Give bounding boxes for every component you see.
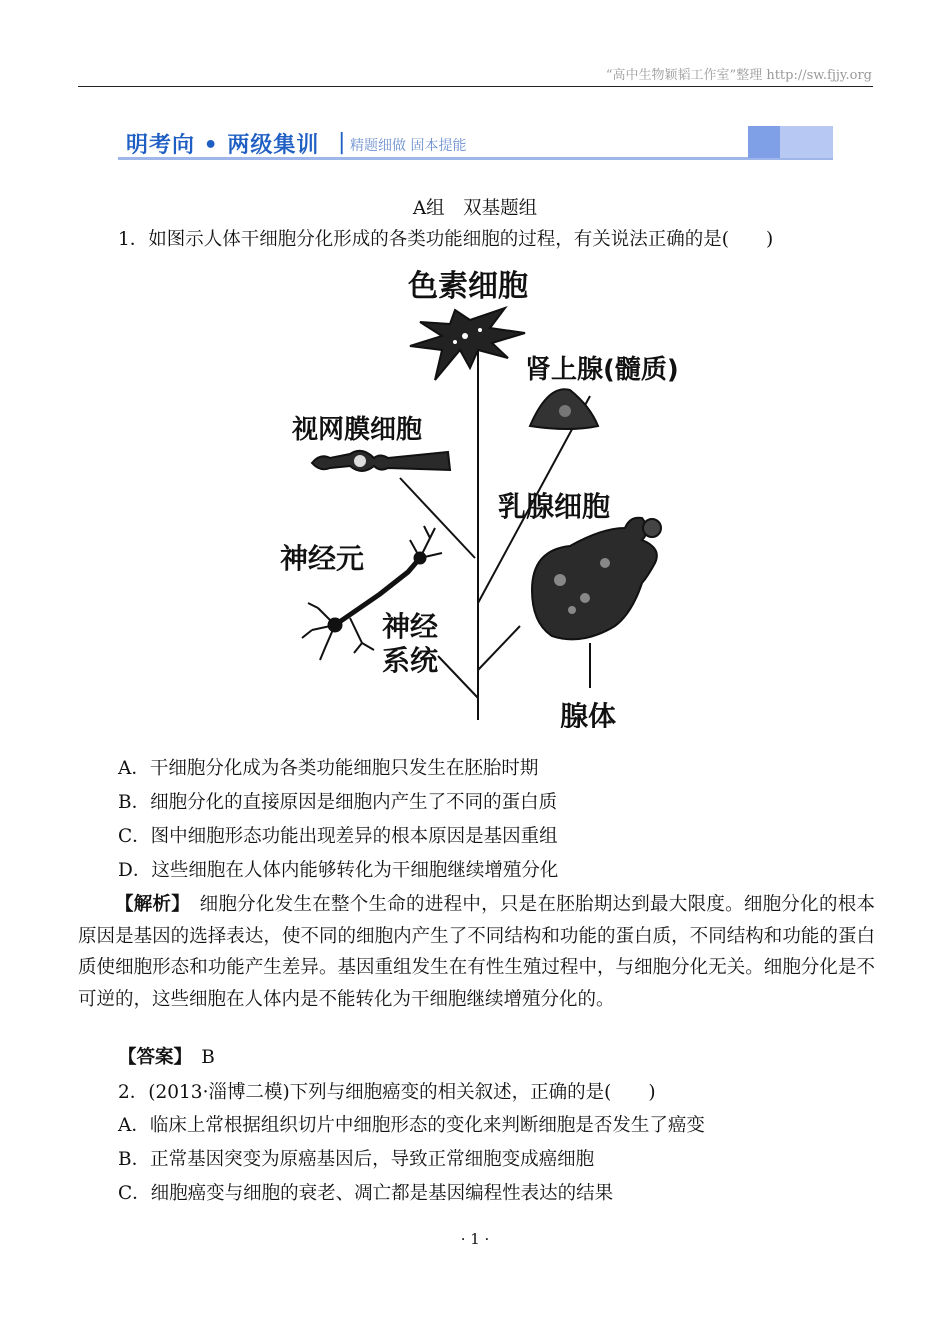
cell-differentiation-figure — [270, 258, 720, 728]
branch-nervous — [438, 656, 478, 698]
q2-option-a: A．临床上常根据组织切片中细胞形态的变化来判断细胞是否发生了癌变 — [118, 1115, 705, 1136]
q1-option-d: D．这些细胞在人体内能够转化为干细胞继续增殖分化 — [118, 860, 559, 881]
adrenal-cell-icon — [530, 389, 598, 429]
analysis-label: 【解析】 — [115, 894, 181, 915]
page-header-text: “高中生物颖韬工作室”整理 http://sw.fjjy.org — [605, 68, 872, 83]
section-banner — [118, 126, 833, 160]
q1-option-a: A．干细胞分化成为各类功能细胞只发生在胚胎时期 — [118, 758, 539, 779]
group-title: A组 双基题组 — [412, 198, 538, 219]
banner-block-light — [780, 126, 833, 158]
banner-block-dark — [748, 126, 780, 158]
pigment-cell-icon — [410, 308, 525, 380]
answer-label: 【答案】 — [118, 1047, 183, 1068]
label-nervous-system-1: 神经 — [382, 610, 439, 643]
analysis-text: 细胞分化发生在整个生命的进程中，只是在胚胎期达到最大限度。细胞分化的根本原因是基因的选择表达，使不同的细胞内产生了不同结构和功能的蛋白质，不同结构和功能的蛋白质使细胞形态和功能产生差异。基因重组发生在有性生殖过程中，与细胞分化无关。细胞分化是不可逆的，这些细胞在人体内是不能转化为干细胞继续增殖分化的。 — [78, 894, 875, 1010]
page-number: · 1 · — [460, 1230, 490, 1248]
answer-value: B — [201, 1047, 215, 1068]
label-nervous-system-2: 系统 — [382, 644, 439, 677]
banner-subtitle: 精题细做 固本提能 — [350, 138, 467, 154]
banner-separator: | — [338, 130, 346, 155]
branch-retina — [400, 478, 475, 558]
q2-option-c: C．细胞癌变与细胞的衰老、凋亡都是基因编程性表达的结果 — [118, 1183, 614, 1204]
banner-title: 明考向 • 两级集训 — [126, 133, 320, 158]
header-rule — [78, 86, 873, 87]
q1-analysis — [78, 889, 875, 1015]
label-adrenal: 肾上腺(髓质) — [525, 355, 679, 385]
q1-option-b: B．细胞分化的直接原因是细胞内产生了不同的蛋白质 — [118, 792, 558, 813]
question-2-stem: 2．(2013·淄博二模)下列与细胞癌变的相关叙述，正确的是( ) — [118, 1082, 656, 1103]
q2-option-b: B．正常基因突变为原癌基因后，导致正常细胞变成癌细胞 — [118, 1149, 595, 1170]
branch-gland — [478, 626, 520, 670]
label-gland: 腺体 — [560, 700, 617, 728]
label-retina-cell: 视网膜细胞 — [292, 415, 423, 445]
q1-option-c: C．图中细胞形态功能出现差异的根本原因是基因重组 — [118, 826, 558, 847]
q1-answer — [118, 1046, 215, 1070]
label-pigment-cell: 色素细胞 — [408, 269, 528, 304]
label-mammary-cell: 乳腺细胞 — [498, 490, 611, 523]
retina-cell-icon — [312, 451, 450, 471]
question-1-stem: 1．如图示人体干细胞分化形成的各类功能细胞的过程，有关说法正确的是( ) — [118, 229, 774, 250]
label-neuron: 神经元 — [280, 542, 365, 575]
mammary-cell-icon — [532, 518, 661, 640]
